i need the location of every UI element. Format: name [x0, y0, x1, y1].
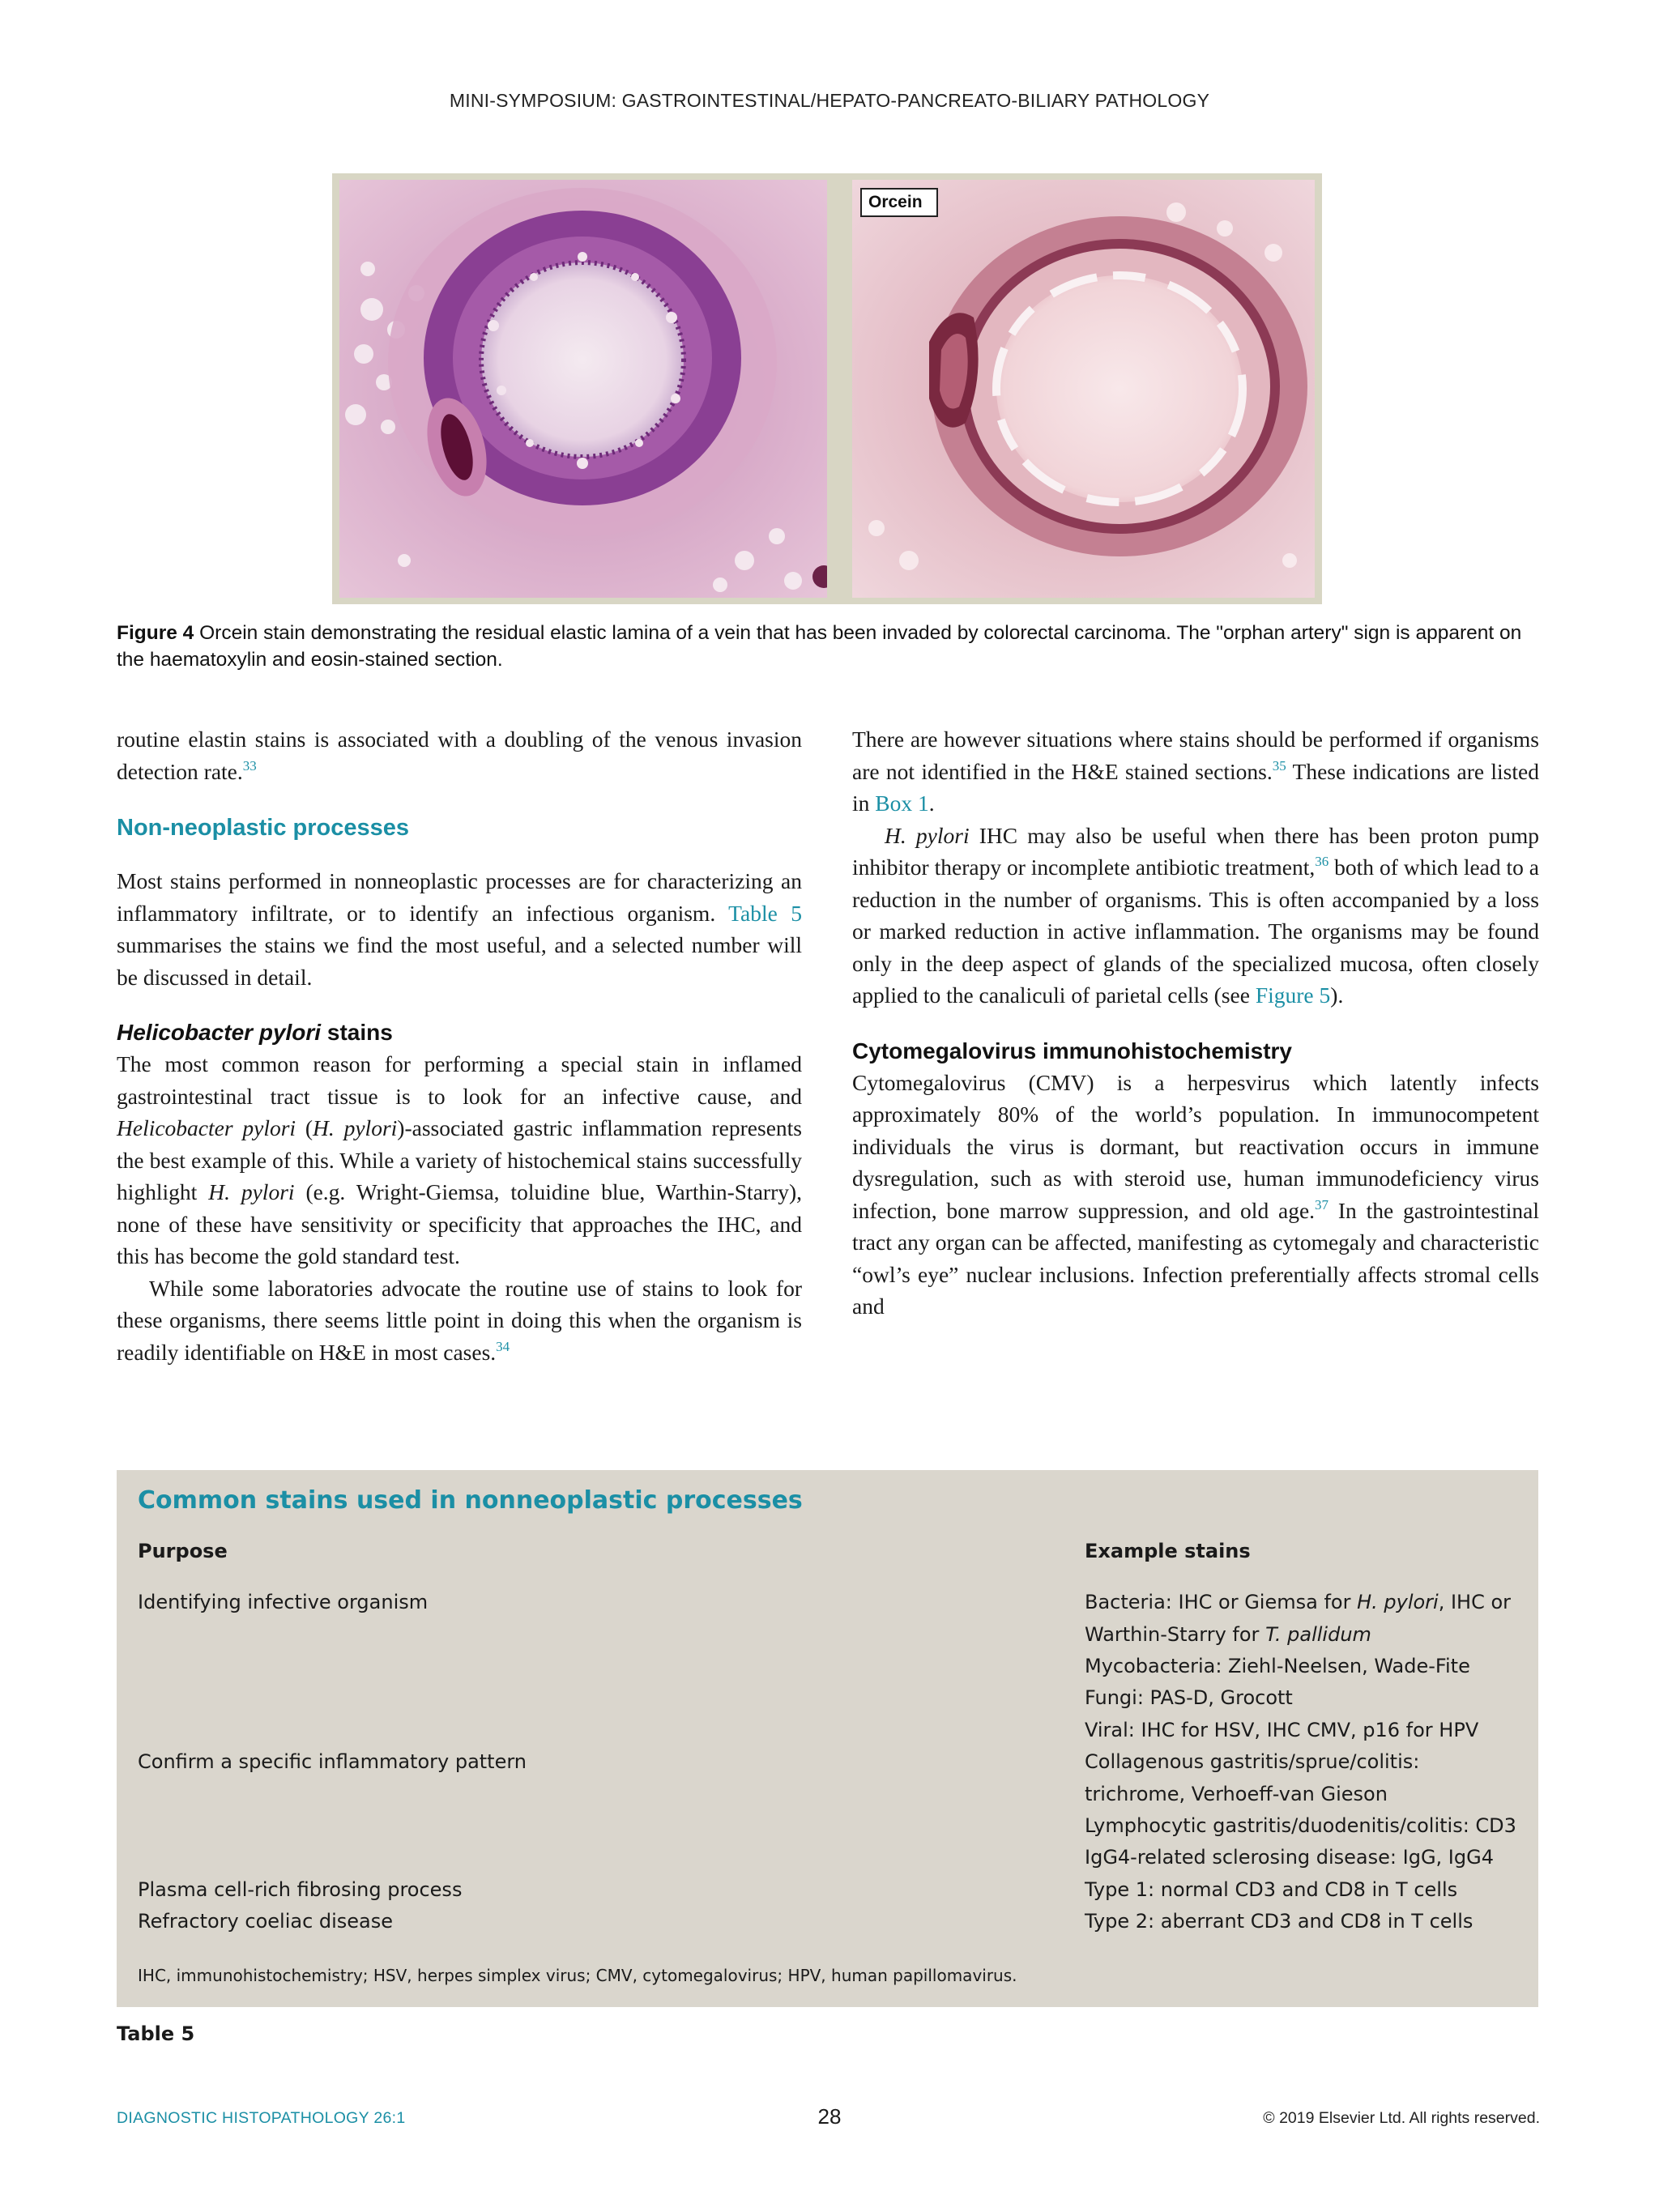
- table-cell-example: Type 1: normal CD3 and CD8 in T cells: [1085, 1878, 1458, 1901]
- right-column: [852, 723, 1539, 1323]
- left-paragraph-1: [117, 723, 802, 787]
- text-run: H. pylori: [885, 822, 970, 848]
- table-cell-purpose: Identifying infective organism: [138, 1591, 429, 1613]
- link-box-1[interactable]: Box 1: [875, 791, 929, 816]
- left-paragraph-3: [117, 1048, 802, 1272]
- text-run: routine elastin stains is associated with a doubling of the venous invasion detection rate.: [117, 727, 802, 784]
- table-cell-example: Mycobacteria: Ziehl-Neelsen, Wade-Fite: [1085, 1655, 1470, 1677]
- text-run: Helicobacter pylori: [117, 1020, 322, 1045]
- reference-35[interactable]: 35: [1272, 757, 1286, 774]
- text-run: stains: [321, 1020, 393, 1045]
- text-run: ).: [1330, 982, 1344, 1008]
- figure-caption-text: Orcein stain demonstrating the residual elastic lamina of a vein that has been invaded by colorectal carcinoma. The "orphan artery" sign is apparent on the haematoxylin and eosin-stained section.: [117, 622, 1522, 671]
- figure-caption-label: Figure 4: [117, 622, 194, 644]
- link-table-5[interactable]: Table 5: [728, 900, 802, 926]
- column-header-example-stains: Example stains: [1085, 1540, 1251, 1562]
- link-figure-5[interactable]: Figure 5: [1255, 982, 1331, 1008]
- reference-36[interactable]: 36: [1315, 854, 1329, 869]
- table-label: Table 5: [117, 2022, 195, 2045]
- table-cell-purpose: Confirm a specific inflammatory pattern: [138, 1750, 527, 1773]
- figure-caption: [117, 620, 1542, 673]
- text-run: These indications are listed in: [852, 758, 1539, 816]
- right-paragraph-2: [852, 820, 1539, 1012]
- orcein-micrograph: [852, 180, 1315, 598]
- reference-37[interactable]: 37: [1315, 1196, 1329, 1213]
- column-header-purpose: Purpose: [138, 1540, 228, 1562]
- right-paragraph-1: [852, 723, 1539, 820]
- table-cell-example: [1085, 1587, 1522, 1651]
- left-paragraph-2: [117, 865, 802, 993]
- text-run: , IHC or Warthin-Starry for: [1085, 1591, 1512, 1646]
- table-cell-example: IgG4-related sclerosing disease: IgG, IgG4: [1085, 1846, 1494, 1869]
- table-cell-example: Lymphocytic gastritis/duodenitis/colitis: CD3: [1085, 1814, 1516, 1837]
- orcein-panel-label: Orcein: [860, 188, 938, 217]
- heading-helicobacter: [117, 1017, 802, 1048]
- text-run: Cytomegalovirus (CMV) is a herpesvirus which latently infects approximately 80% of the world’s population. In immunocompetent individuals the virus is dormant, but reactivation occurs in immune dysregulation, such as with steroid use, human immunodeficiency virus infection, bone marrow suppression, and old age.: [852, 1069, 1539, 1223]
- text-run: (e.g. Wright-Giemsa, toluidine blue, Warthin-Starry), none of these have sensitivity or specificity that approaches the IHC, and this has become the gold standard test.: [117, 1179, 803, 1268]
- table-cell-example: Viral: IHC for HSV, IHC CMV, p16 for HPV: [1085, 1719, 1479, 1741]
- text-run: Bacteria: IHC or Giemsa for: [1085, 1591, 1358, 1613]
- page-number: 28: [817, 2104, 842, 2129]
- text-run: H. pylori: [1357, 1591, 1439, 1613]
- text-run: )-associated gastric inflammation represents the best example of this. While a variety of histochemical stains successfully highlight: [117, 1115, 802, 1204]
- text-run: While some laboratories advocate the routine use of stains to look for these organisms, there seems little point in doing this when the organism is readily identifiable on H&E in most cases.: [117, 1275, 802, 1365]
- text-run: The most common reason for performing a special stain in inflamed gastrointestinal tract tissue is to look for an infective cause, and: [117, 1051, 802, 1109]
- footer-journal: DIAGNOSTIC HISTOPATHOLOGY 26:1: [117, 2109, 406, 2127]
- table-cell-example: Type 2: aberrant CD3 and CD8 in T cells: [1085, 1910, 1473, 1933]
- heading-cmv: Cytomegalovirus immunohistochemistry: [852, 1038, 1293, 1063]
- table-cell-purpose: Refractory coeliac disease: [138, 1910, 394, 1933]
- table-cell-purpose: Plasma cell-rich fibrosing process: [138, 1878, 463, 1901]
- left-paragraph-4: [117, 1272, 802, 1369]
- footer-copyright: © 2019 Elsevier Ltd. All rights reserved.: [1263, 2109, 1540, 2127]
- table-footnote: IHC, immunohistochemistry; HSV, herpes simplex virus; CMV, cytomegalovirus; HPV, human papillomavirus.: [138, 1966, 1017, 1985]
- text-run: (: [296, 1115, 313, 1140]
- text-run: There are however situations where stains should be performed if organisms are not identified in the H&E stained sections.: [852, 727, 1539, 784]
- he-micrograph: [339, 180, 827, 598]
- text-run: both of which lead to a reduction in the number of organisms. This is often accompanied by a loss or marked reduction in active inflammation. The organisms may be found only in the deep aspect of glands of the specialized mucosa, often closely applied to the canaliculi of parietal cells (see: [852, 855, 1540, 1008]
- reference-33[interactable]: 33: [242, 757, 257, 774]
- reference-34[interactable]: 34: [496, 1338, 510, 1354]
- text-run: IHC may also be useful when there has been proton pump inhibitor therapy or incomplete antibiotic treatment,: [852, 822, 1539, 880]
- text-run: summarises the stains we find the most useful, and a selected number will be discussed in detail.: [117, 932, 802, 990]
- text-run: Helicobacter pylori: [117, 1115, 296, 1140]
- left-column: [117, 723, 802, 1368]
- table-title: Common stains used in nonneoplastic processes: [138, 1486, 803, 1515]
- text-run: .: [928, 791, 935, 816]
- table-5: [117, 1470, 1538, 2007]
- running-header: MINI-SYMPOSIUM: GASTROINTESTINAL/HEPATO-PANCREATO-BILIARY PATHOLOGY: [449, 90, 1210, 111]
- text-run: H. pylori: [313, 1115, 398, 1140]
- text-run: In the gastrointestinal tract any organ can be affected, manifesting as cytomegaly and characteristic “owl’s eye” nuclear inclusions. Infection preferentially affects stromal cells and: [852, 1197, 1539, 1319]
- text-run: T. pallidum: [1265, 1622, 1371, 1646]
- table-cell-example: Collagenous gastritis/sprue/colitis: trichrome, Verhoeff-van Gieson: [1085, 1750, 1420, 1805]
- right-paragraph-3: [852, 1067, 1539, 1323]
- figure-4: [332, 173, 1322, 604]
- text-run: Most stains performed in nonneoplastic processes are for characterizing an inflammatory infiltrate, or to identify an infectious organism.: [117, 868, 802, 926]
- text-run: H. pylori: [208, 1179, 295, 1204]
- table-cell-example: Fungi: PAS-D, Grocott: [1085, 1686, 1293, 1709]
- heading-non-neoplastic: Non-neoplastic processes: [117, 815, 409, 841]
